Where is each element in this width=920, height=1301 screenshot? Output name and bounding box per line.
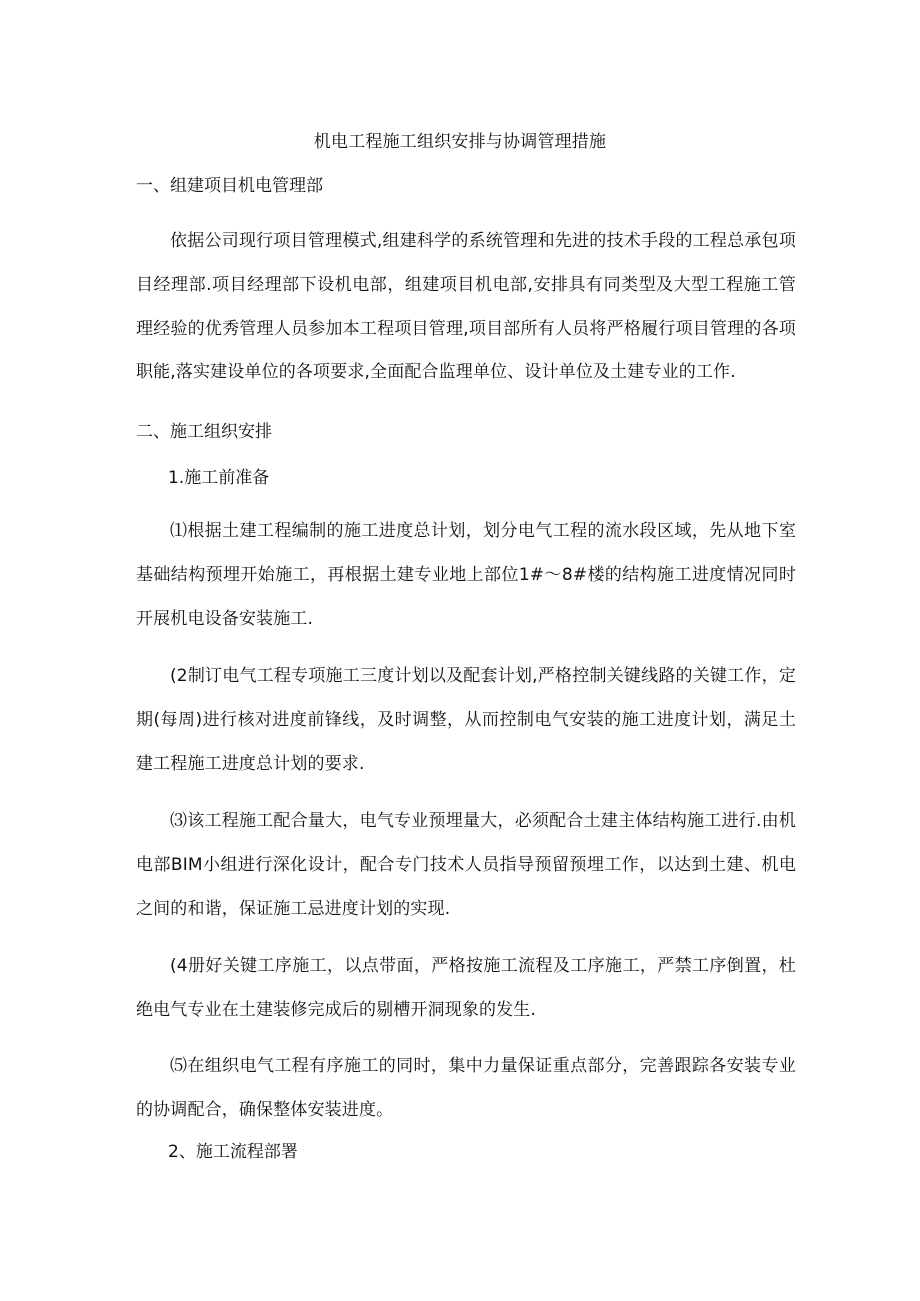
document-title: 机电工程施工组织安排与协调管理措施: [313, 132, 607, 152]
list-item-1: ⑴根据土建工程编制的施工进度总计划，划分电气工程的流水段区域，先从地下室基础结构预埋开始施工，再根据土建专业地上部位1#〜8#楼的结构施工进度情况同时开展机电设备安装施工.: [136, 521, 796, 629]
section-1-paragraph: 依据公司现行项目管理模式,组建科学的系统管理和先进的技术手段的工程总承包项目经理部.项目经理部下设机电部，组建项目机电部,安排具有同类型及大型工程施工管理经验的优秀管理人员参加本工程项目管理,项目部所有人员将严格履行项目管理的各项职能,落实建设单位的各项要求,全面配合监理单位、设计单位及土建专业的工作.: [136, 231, 796, 383]
list-item-2: (2制订电气工程专项施工三度计划以及配套计划,严格控制关键线路的关键工作，定期(每周)进行核对进度前锋线，及时调整，从而控制电气安装的施工进度计划，满足土建工程施工进度总计划的要求.: [136, 666, 796, 774]
list-item-3: ⑶该工程施工配合量大，电气专业预埋量大，必须配合土建主体结构施工进行.由机电部BIM小组进行深化设计，配合专门技术人员指导预留预埋工作，以达到土建、机电之间的和谐，保证施工忌进度计划的实现.: [136, 811, 796, 919]
subsection-heading-1: 1.施工前准备: [168, 468, 270, 488]
list-item-4: (4册好关键工序施工，以点带面，严格按施工流程及工序施工，严禁工序倒置，杜绝电气专业在土建装修完成后的剔槽开洞现象的发生.: [136, 956, 796, 1020]
list-item-5: ⑸在组织电气工程有序施工的同时，集中力量保证重点部分，完善跟踪各安装专业的协调配合，确保整体安装进度。: [136, 1056, 796, 1120]
section-heading-1: 一、组建项目机电管理部: [136, 176, 323, 196]
subsection-heading-2: 2、施工流程部署: [168, 1142, 298, 1162]
section-heading-2: 二、施工组织安排: [136, 422, 272, 442]
